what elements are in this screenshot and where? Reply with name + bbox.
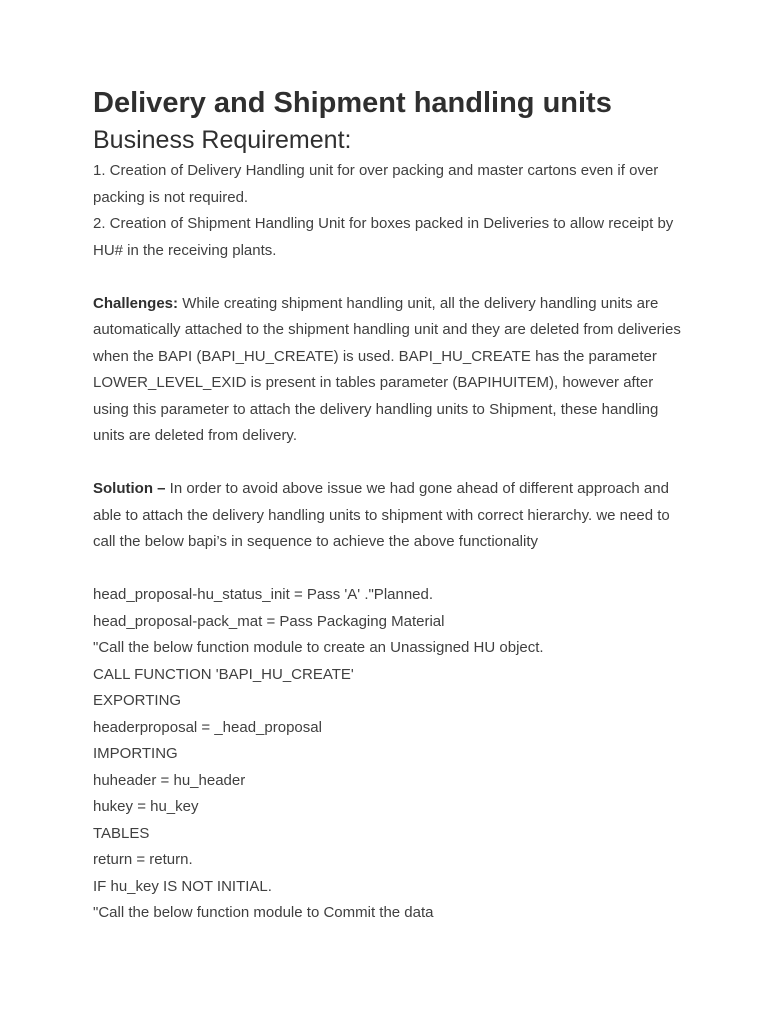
code-line: head_proposal-pack_mat = Pass Packaging Material	[93, 612, 445, 630]
solution-label: Solution –	[93, 480, 166, 497]
challenges-paragraph	[93, 291, 683, 450]
code-line: TABLES	[93, 824, 150, 842]
solution-paragraph	[93, 476, 683, 556]
code-line: IF hu_key IS NOT INITIAL.	[93, 877, 272, 895]
challenges-text: While creating shipment handling unit, all the delivery handling units are automatically attached to the shipment handling unit and they are deleted from deliveries when the BAPI (BAPI_HU_CREATE) is used. BAPI_HU_CREATE has the parameter LOWER_LEVEL_EXID is present in tables parameter (BAPIHUITEM), however after using this parameter to attach the delivery handling units to Shipment, these handling units are deleted from delivery.	[93, 294, 681, 444]
code-line: return = return.	[93, 851, 193, 868]
spacer	[93, 556, 683, 583]
code-line: "Call the below function module to Commit the data	[93, 904, 434, 921]
page-title: Delivery and Shipment handling units	[93, 87, 612, 119]
spacer	[93, 450, 683, 477]
code-block	[93, 582, 683, 927]
document-page	[93, 84, 683, 927]
requirement-item-2: 2. Creation of Shipment Handling Unit for boxes packed in Deliveries to allow receipt by HU# in the receiving plants.	[93, 215, 674, 259]
challenges-label: Challenges:	[93, 294, 179, 312]
code-line: EXPORTING	[93, 692, 182, 709]
code-line: head_proposal-hu_status_init = Pass 'A' ."Planned.	[93, 586, 434, 603]
code-line: "Call the below function module to create an Unassigned HU object.	[93, 639, 544, 656]
code-line: hukey = hu_key	[93, 798, 199, 815]
requirement-item-1: 1. Creation of Delivery Handling unit for over packing and master cartons even if over packing is not required.	[93, 162, 659, 206]
solution-text: In order to avoid above issue we had gone ahead of different approach and able to attach the delivery handling units to shipment with correct hierarchy. we need to call the below bapi’s in sequence to achieve the above functionality	[93, 480, 670, 550]
code-line: huheader = hu_header	[93, 771, 246, 789]
code-line: headerproposal = _head_proposal	[93, 718, 322, 736]
business-requirement-heading: Business Requirement:	[93, 126, 352, 154]
spacer	[93, 264, 683, 291]
code-line: IMPORTING	[93, 745, 178, 762]
code-line: CALL FUNCTION 'BAPI_HU_CREATE'	[93, 665, 354, 683]
